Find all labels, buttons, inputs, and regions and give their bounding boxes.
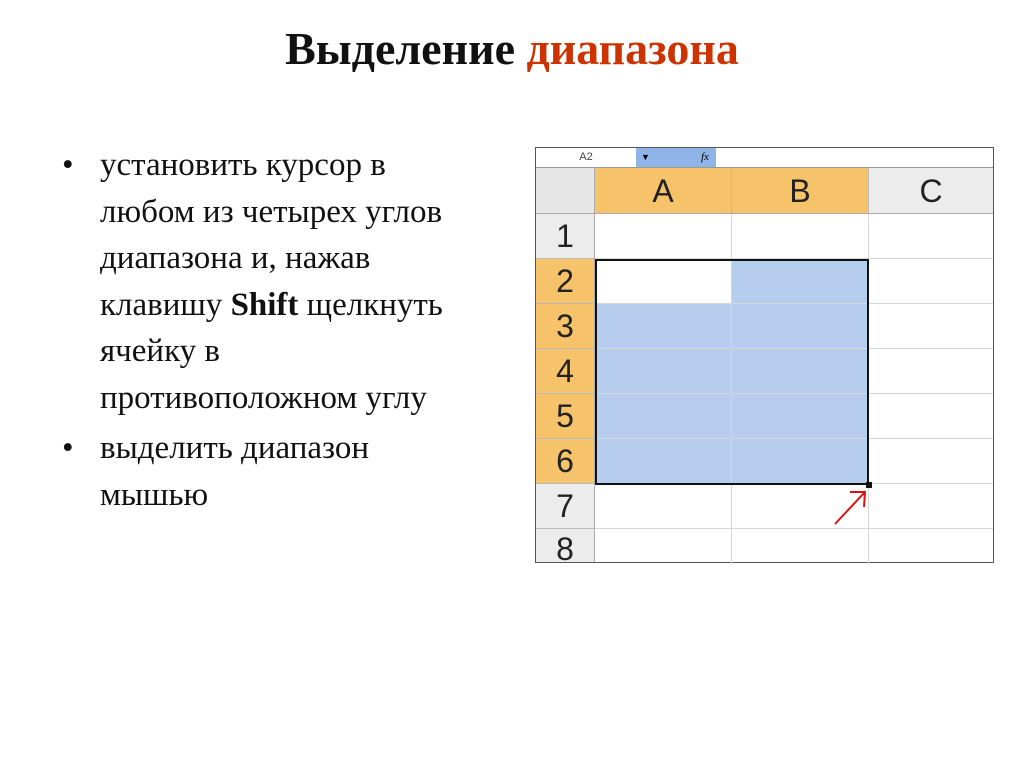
title-part1: Выделение xyxy=(285,23,516,74)
title-part2: диапазона xyxy=(526,23,739,74)
row-header-4[interactable]: 4 xyxy=(536,349,595,394)
dropdown-arrow-icon[interactable]: ▼ xyxy=(641,152,650,162)
spreadsheet-image xyxy=(535,147,994,563)
row-header-2[interactable]: 2 xyxy=(536,259,595,304)
row-header-8[interactable]: 8 xyxy=(536,529,595,562)
bullet-1-bold-key: Shift xyxy=(230,286,299,323)
bullet-item-1 xyxy=(62,142,482,421)
column-header-a[interactable]: A xyxy=(595,168,732,214)
column-header-b[interactable]: B xyxy=(732,168,869,214)
bullet-2-text: выделить диапазон мышью xyxy=(100,430,370,513)
row-header-3[interactable]: 3 xyxy=(536,304,595,349)
name-box[interactable]: A2 xyxy=(536,148,637,167)
row-header-1[interactable]: 1 xyxy=(536,214,595,259)
selection-border xyxy=(595,259,869,485)
row-header-5[interactable]: 5 xyxy=(536,394,595,439)
formula-bar xyxy=(536,148,993,168)
bullet-list xyxy=(62,142,482,522)
column-header-c[interactable]: C xyxy=(869,168,993,214)
row-header-7[interactable]: 7 xyxy=(536,484,595,529)
bullet-1-text-after: щелкнуть ячейку в противоположном углу xyxy=(100,286,443,416)
bullet-dot: • xyxy=(62,147,74,183)
select-all-corner[interactable] xyxy=(536,168,595,214)
bullet-dot: • xyxy=(62,430,74,466)
row-header-6[interactable]: 6 xyxy=(536,439,595,484)
red-arrow-icon xyxy=(831,486,871,528)
page-title xyxy=(0,22,1024,75)
fx-icon[interactable]: fx xyxy=(701,151,709,163)
bullet-1-text-before: установить курсор в любом из четырех углов диапазона и, нажав клавишу xyxy=(100,147,443,323)
gridline xyxy=(595,528,993,529)
bullet-item-2 xyxy=(62,425,482,518)
